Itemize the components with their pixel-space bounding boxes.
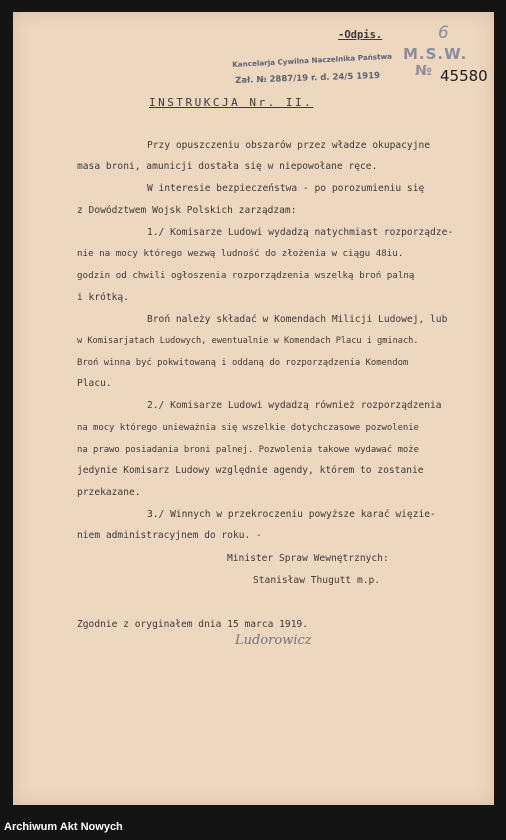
body-line: na mocy którego unieważnia się wszelkie dotychczasowe pozwolenie bbox=[77, 423, 419, 433]
copy-marker: -Odpis. bbox=[338, 29, 383, 41]
body-line: przekazane. bbox=[77, 487, 141, 498]
signature-title: Minister Spraw Wewnętrznych: bbox=[227, 553, 389, 564]
archive-footer bbox=[0, 814, 506, 840]
body-line: jedynie Komisarz Ludowy względnie agendy, którem to zostanie bbox=[77, 465, 424, 476]
body-line: z Dowództwem Wojsk Polskich zarządzam: bbox=[77, 205, 297, 216]
body-line: masa broni, amunicji dostała się w niepowołane ręce. bbox=[77, 161, 378, 172]
body-line: Przy opuszczeniu obszarów przez władze okupacyjne bbox=[147, 140, 431, 151]
ms-stamp: M.S.W. bbox=[403, 45, 468, 63]
body-line: i krótką. bbox=[77, 292, 129, 303]
attestation-line: Zgodnie z oryginałem dnia 15 marca 1919. bbox=[77, 619, 309, 630]
body-line: W interesie bezpieczeństwa - po porozumieniu się bbox=[147, 183, 425, 194]
body-line: Placu. bbox=[77, 378, 112, 389]
archive-name: Archiwum Akt Nowych bbox=[4, 821, 123, 833]
ms-number-prefix: № bbox=[415, 63, 432, 79]
document-page bbox=[13, 12, 494, 805]
body-line: 1./ Komisarze Ludowi wydadzą natychmiast rozporządze- bbox=[147, 227, 454, 238]
body-line: 3./ Winnych w przekroczeniu powyższe karać więzie- bbox=[147, 509, 436, 520]
registry-number: 45580 bbox=[440, 67, 488, 85]
signature-name: Stanisław Thugutt m.p. bbox=[253, 575, 381, 586]
body-line: Broń należy składać w Komendach Milicji Ludowej, lub bbox=[147, 314, 448, 325]
body-line: w Komisarjatach Ludowych, ewentualnie w Komendach Placu i gminach. bbox=[77, 336, 419, 346]
body-line: Broń winna być pokwitowaną i oddaną do rozporządzenia Komendom bbox=[77, 358, 409, 368]
body-line: nie na mocy którego wezwą ludność do złożenia w ciągu 48iu. bbox=[77, 248, 404, 259]
handwritten-signature: Ludorowicz bbox=[235, 633, 312, 648]
page-number: 6 bbox=[438, 23, 449, 43]
chancellery-stamp: Kancelarja Cywilna Naczelnika Państwa bbox=[232, 51, 393, 69]
entry-line: Zał. № 2887/19 r. d. 24/5 1919 bbox=[235, 70, 381, 86]
body-line: 2./ Komisarze Ludowi wydadzą również rozporządzenia bbox=[147, 400, 442, 411]
body-line: godzin od chwili ogłoszenia rozporządzenia wszelką broń palną bbox=[77, 270, 415, 281]
body-line: niem administracyjnem do roku. - bbox=[77, 530, 262, 541]
body-line: na prawo posiadania broni palnej. Pozwolenia takowe wydawać może bbox=[77, 445, 419, 455]
document-title: INSTRUKCJA Nr. II. bbox=[149, 96, 314, 109]
